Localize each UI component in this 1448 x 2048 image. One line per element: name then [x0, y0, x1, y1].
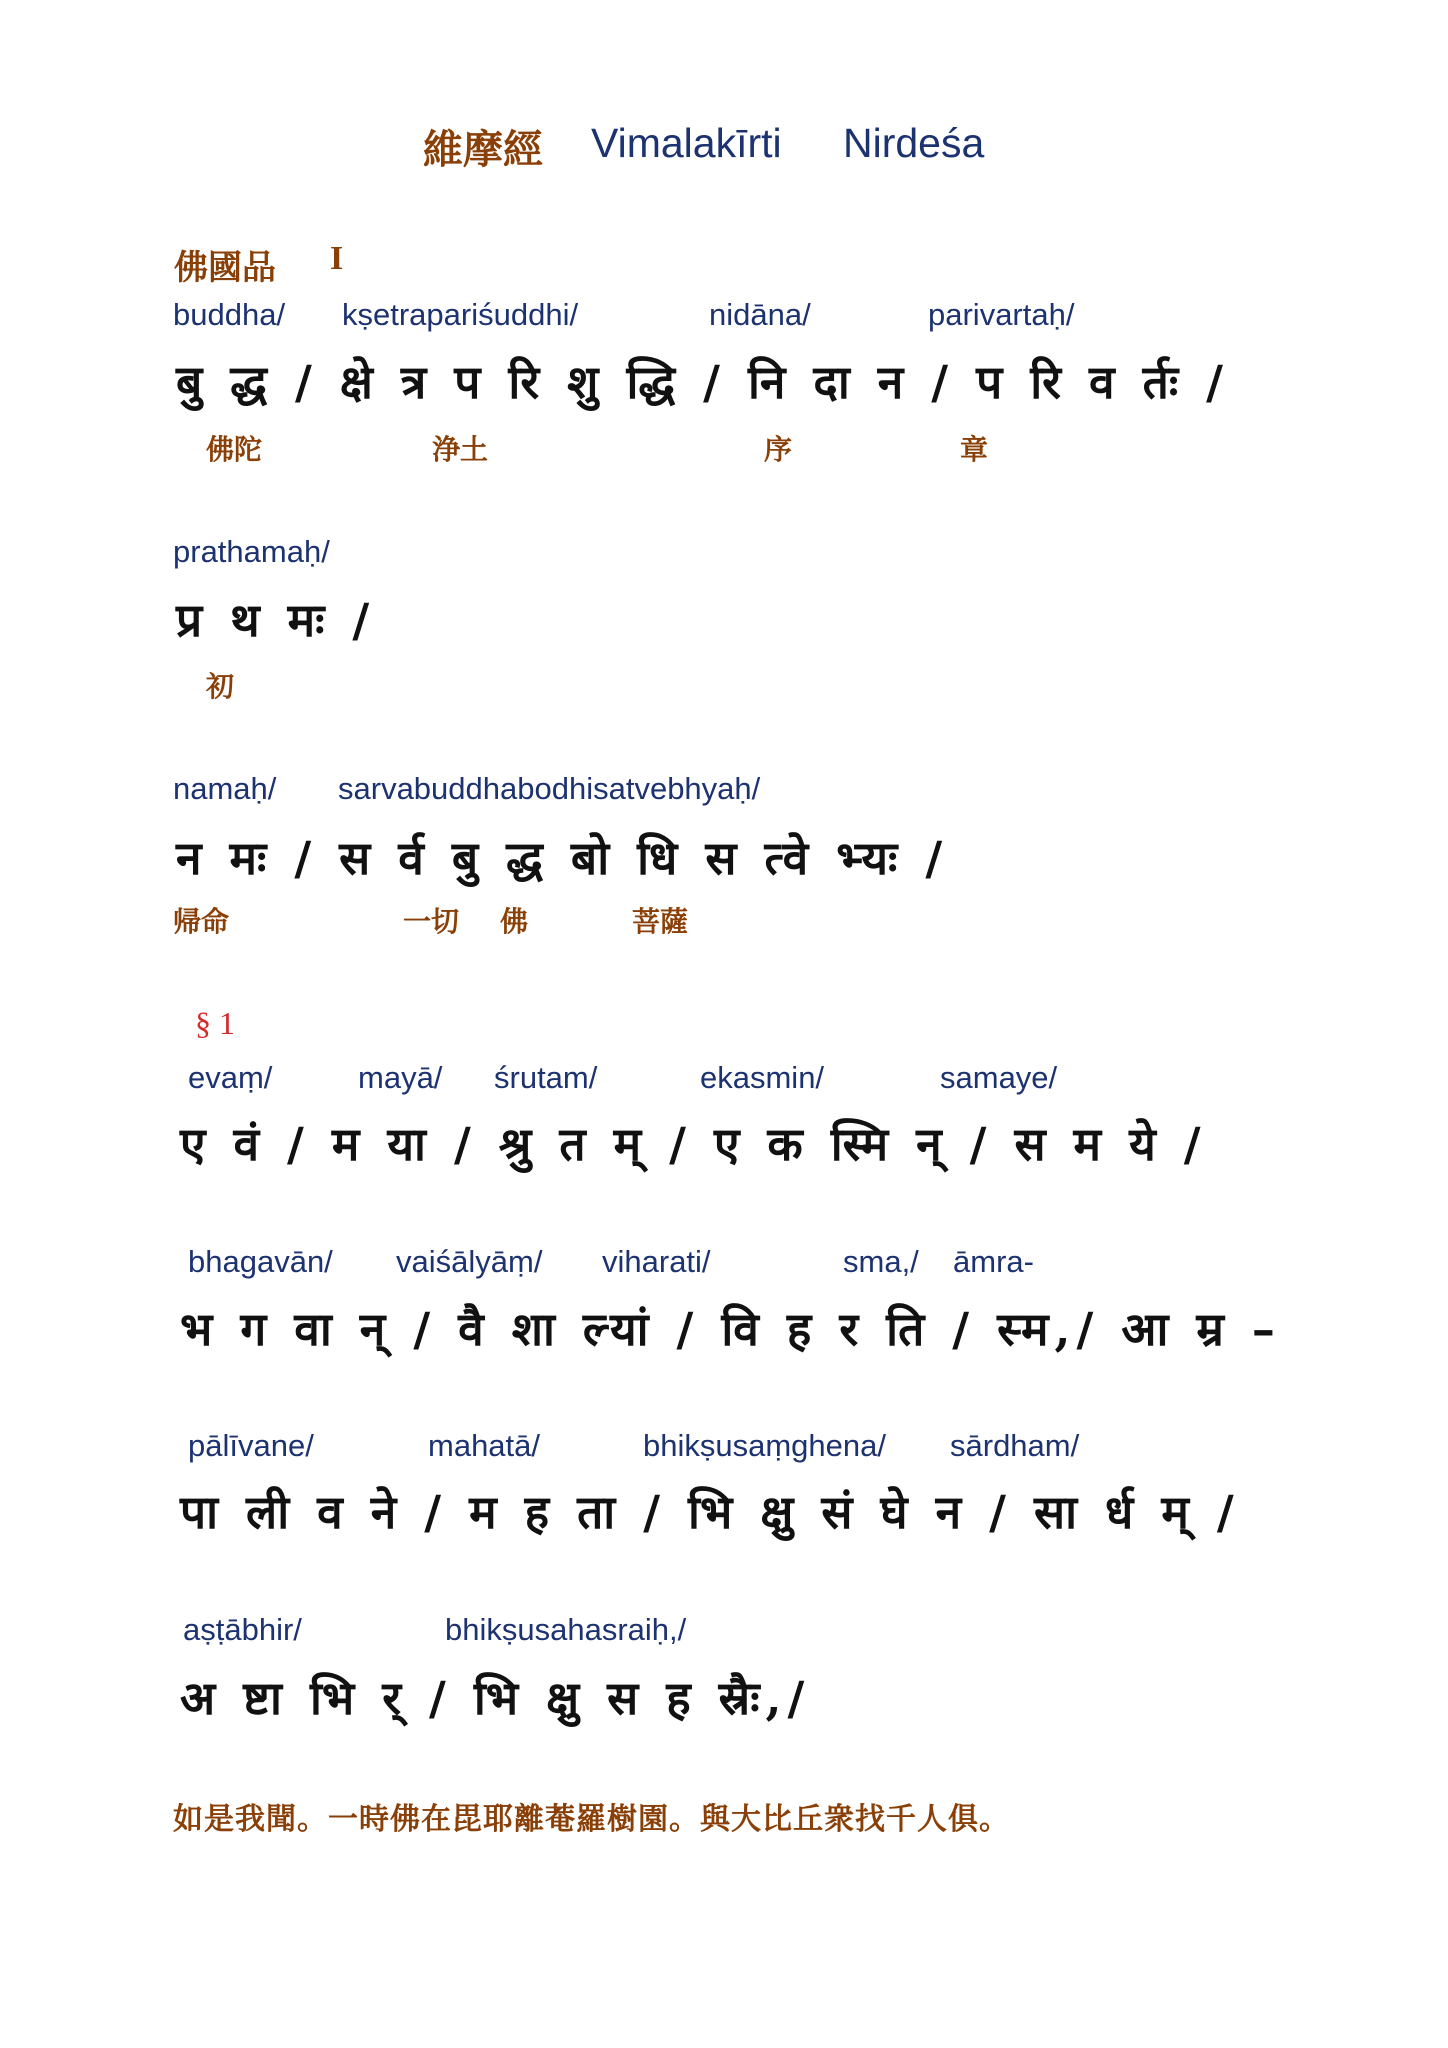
siddham-script-line: अ ष्टा भि र् / भि क्षु स ह स्रैः,/ — [180, 1671, 811, 1725]
translit-word: aṣṭābhir/ — [183, 1612, 302, 1647]
gloss-word: 浄土 — [432, 433, 489, 466]
translit-word: bhikṣusahasraiḥ,/ — [445, 1612, 687, 1647]
gloss-word: 序 — [764, 433, 793, 466]
translit-word: śrutam/ — [494, 1060, 598, 1095]
translit-word: āmra- — [953, 1244, 1034, 1279]
translit-word: viharati/ — [602, 1244, 711, 1279]
translit-word: sārdham/ — [950, 1428, 1080, 1463]
translit-word: vaiśālyāṃ/ — [396, 1244, 543, 1279]
translit-word: sarvabuddhabodhisatvebhyaḥ/ — [338, 771, 761, 806]
siddham-script-line: प्र थ मः / — [176, 593, 376, 647]
translit-word: bhagavān/ — [188, 1244, 333, 1279]
translit-word: parivartaḥ/ — [928, 297, 1075, 332]
translit-word: bhikṣusaṃghena/ — [643, 1428, 886, 1463]
chinese-sentence: 如是我聞。一時佛在毘耶離菴羅樹園。與大比丘衆找千人俱。 — [173, 1802, 1010, 1837]
siddham-script-line: ए वं / म या / श्रु त म् / ए क स्मि न् / स म ये / — [180, 1117, 1207, 1171]
chapter-title-cjk: 佛國品 — [174, 248, 276, 288]
gloss-word: 帰命 — [173, 905, 230, 938]
translit-word: samaye/ — [940, 1060, 1058, 1095]
translit-word: mayā/ — [358, 1060, 443, 1095]
siddham-script-line: बु द्ध / क्षे त्र प रि शु द्धि / नि दा न / प रि व र्तः / — [176, 355, 1229, 409]
gloss-word: 菩薩 — [632, 905, 689, 938]
gloss-word: 一切 — [403, 905, 460, 938]
translit-word: nidāna/ — [709, 297, 811, 332]
gloss-word: 佛 — [500, 905, 529, 938]
translit-word: buddha/ — [173, 297, 286, 332]
gloss-word: 佛陀 — [206, 433, 263, 466]
translit-word: ekasmin/ — [700, 1060, 825, 1095]
siddham-script-line: पा ली व ने / म ह ता / भि क्षु सं घे न / सा र्ध म् / — [180, 1485, 1240, 1539]
translit-word: mahatā/ — [428, 1428, 541, 1463]
section-marker: § 1 — [195, 1005, 235, 1041]
title-cjk: 維摩經 — [423, 126, 543, 173]
siddham-script-line: न मः / स र्व बु द्ध बो धि स त्वे भ्यः / — [176, 831, 949, 885]
translit-word: kṣetrapariśuddhi/ — [342, 297, 579, 332]
title-roman-1: Vimalakīrti — [591, 120, 782, 166]
translit-word: pālīvane/ — [188, 1428, 314, 1463]
title-roman-2: Nirdeśa — [843, 120, 985, 166]
translit-word: namaḥ/ — [173, 771, 277, 806]
gloss-word: 初 — [206, 670, 235, 703]
chapter-number: I — [330, 240, 344, 277]
translit-word: sma,/ — [843, 1244, 919, 1279]
gloss-word: 章 — [960, 433, 989, 466]
translit-word: prathamaḥ/ — [173, 534, 330, 569]
translit-word: evaṃ/ — [188, 1060, 273, 1095]
siddham-script-line: भ ग वा न् / वै शा ल्यां / वि ह र ति / स्म,/ आ म्र – — [180, 1302, 1281, 1356]
